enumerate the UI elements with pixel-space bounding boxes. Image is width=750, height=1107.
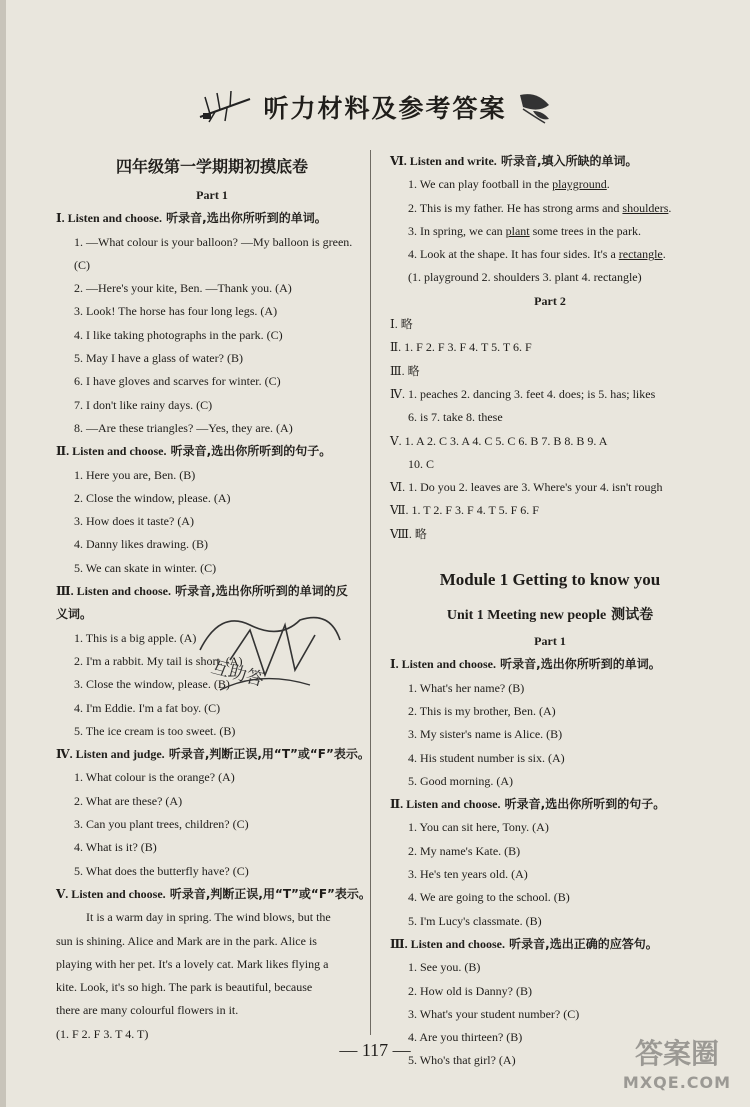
page-number: — 117 — — [339, 1040, 411, 1060]
handwritten-stamp — [190, 590, 350, 710]
answer-line: 1. We can play football in the playground. — [408, 177, 610, 192]
answer-line: (1. F 2. F 3. T 4. T) — [56, 1026, 149, 1041]
answer-line: Ⅰ. 略 — [390, 317, 413, 332]
answer-line: 8. —Are these triangles? —Yes, they are. (A) — [74, 420, 293, 435]
answer-line: 2. This is my father. He has strong arms and shoulders. — [408, 200, 672, 215]
answer-line: 3. Look! The horse has four long legs. (A) — [74, 304, 278, 319]
answer-line: Ⅶ. 1. T 2. F 3. F 4. T 5. F 6. F — [390, 503, 539, 518]
answer-line: 3. What's your student number? (C) — [408, 1006, 580, 1021]
answer-line: 1. You can sit here, Tony. (A) — [408, 820, 549, 835]
page-header-title: 听力材料及参考答案 — [263, 94, 507, 123]
passage-line: It is a warm day in spring. The wind blows, but the — [86, 910, 331, 925]
answer-line: 4. Danny likes drawing. (B) — [74, 537, 208, 552]
passage-line: playing with her pet. It's a lovely cat. Mark likes flying a — [56, 956, 329, 971]
section-title: 四年级第一学期期初摸底卷 — [115, 157, 308, 176]
answer-line: 4. I'm Eddie. I'm a fat boy. (C) — [74, 700, 221, 715]
answer-line: 1. See you. (B) — [408, 960, 481, 975]
answer-line: 2. Close the window, please. (A) — [74, 490, 231, 505]
answer-line: Ⅲ. 略 — [390, 363, 420, 378]
answer-line: Ⅵ. 1. Do you 2. leaves are 3. Where's your 4. isn't rough — [390, 480, 663, 495]
answer-line: 6. is 7. take 8. these — [408, 410, 503, 425]
part-title: Part 2 — [534, 293, 566, 308]
question-heading: Ⅳ. Listen and judge. 听录音,判断正误,用“T”或“F”表示。 — [56, 747, 370, 762]
answer-line: 3. In spring, we can plant some trees in the park. — [408, 223, 641, 238]
answer-line: 1. What colour is the orange? (A) — [74, 770, 235, 785]
watermark-logo — [612, 1036, 742, 1102]
right-column — [390, 150, 710, 1073]
answer-line: 3. Can you plant trees, children? (C) — [74, 817, 249, 832]
question-heading: Ⅰ. Listen and choose. 听录音,选出你所听到的单词。 — [56, 211, 327, 226]
answer-line: 3. Close the window, please. (B) — [74, 677, 230, 692]
answer-line: 3. He's ten years old. (A) — [408, 867, 528, 882]
question-heading: Ⅴ. Listen and choose. 听录音,判断正误,用“T”或“F”表示。 — [56, 886, 371, 901]
question-heading-cont: 义词。 — [56, 607, 93, 622]
answer-line: 4. Look at the shape. It has four sides. It's a rectangle. — [408, 247, 666, 262]
answer-line: 4. Are you thirteen? (B) — [408, 1030, 523, 1045]
answer-line: (1. playground 2. shoulders 3. plant 4. rectangle) — [408, 270, 642, 285]
answer-line: Ⅷ. 略 — [390, 526, 427, 541]
question-heading: Ⅲ. Listen and choose. 听录音,选出你所听到的单词的反 — [56, 584, 348, 599]
answer-line: (C) — [74, 257, 90, 272]
part-title: Part 1 — [196, 188, 228, 202]
answer-line: 5. Good morning. (A) — [408, 773, 513, 788]
leaf-decoration-icon — [515, 87, 555, 127]
passage-line: kite. Look, it's so high. The park is beautiful, because — [56, 980, 313, 995]
answer-line: 4. We are going to the school. (B) — [408, 890, 570, 905]
stamp-text: 互助答 — [208, 656, 267, 691]
answer-line: 2. My name's Kate. (B) — [408, 843, 521, 858]
answer-line: Ⅳ. 1. peaches 2. dancing 3. feet 4. does; is 5. has; likes — [390, 386, 656, 401]
passage-line: sun is shining. Alice and Mark are in the park. Alice is — [56, 933, 317, 948]
watermark-title: 答案圈 — [634, 1037, 719, 1070]
answer-line: 4. I like taking photographs in the park. (C) — [74, 327, 283, 342]
answer-line: 2. This is my brother, Ben. (A) — [408, 703, 556, 718]
answer-line: 1. What's her name? (B) — [408, 680, 525, 695]
answer-line: 4. What is it? (B) — [74, 840, 157, 855]
answer-line: 7. I don't like rainy days. (C) — [74, 397, 213, 412]
unit-title: Unit 1 Meeting new people 测试卷 — [446, 607, 654, 624]
part-title: Part 1 — [534, 634, 566, 649]
answer-line: Ⅱ. 1. F 2. F 3. F 4. T 5. T 6. F — [390, 340, 532, 355]
answer-line: 5. What does the butterfly have? (C) — [74, 863, 249, 878]
column-divider — [370, 150, 371, 1035]
answer-line: 2. —Here's your kite, Ben. —Thank you. (A) — [74, 281, 292, 296]
question-heading: Ⅱ. Listen and choose. 听录音,选出你所听到的句子。 — [56, 444, 332, 459]
branch-decoration-icon — [195, 87, 255, 127]
answer-line: Ⅴ. 1. A 2. C 3. A 4. C 5. C 6. B 7. B 8. B 9. A — [390, 433, 608, 448]
question-heading: Ⅵ. Listen and write. 听录音,填入所缺的单词。 — [390, 154, 638, 168]
module-title: Module 1 Getting to know you — [439, 570, 661, 590]
answer-line: 1. Here you are, Ben. (B) — [74, 467, 196, 482]
question-heading: Ⅱ. Listen and choose. 听录音,选出你所听到的句子。 — [390, 797, 666, 812]
page-edge — [0, 0, 6, 1107]
answer-line: 1. —What colour is your balloon? —My balloon is green. — [74, 234, 353, 249]
header — [0, 80, 750, 134]
answer-line: 5. May I have a glass of water? (B) — [74, 351, 243, 366]
answer-line: 10. C — [408, 456, 435, 471]
answer-line: 2. I'm a rabbit. My tail is short. (A) — [74, 653, 243, 668]
answer-line: 5. I'm Lucy's classmate. (B) — [408, 913, 542, 928]
answer-line: 2. What are these? (A) — [74, 793, 183, 808]
question-heading: Ⅲ. Listen and choose. 听录音,选出正确的应答句。 — [390, 936, 658, 951]
watermark-url: MXQE.COM — [622, 1073, 732, 1092]
answer-line: 1. This is a big apple. (A) — [74, 630, 197, 645]
answer-line: 6. I have gloves and scarves for winter. (C) — [74, 374, 281, 389]
answer-line: 2. How old is Danny? (B) — [408, 983, 532, 998]
answer-line: 3. My sister's name is Alice. (B) — [408, 727, 563, 742]
answer-line: 5. The ice cream is too sweet. (B) — [74, 723, 236, 738]
passage-line: there are many colourful flowers in it. — [56, 1003, 239, 1018]
answer-line: 5. Who's that girl? (A) — [408, 1053, 516, 1068]
answer-line: 5. We can skate in winter. (C) — [74, 560, 217, 575]
answer-line: 4. His student number is six. (A) — [408, 750, 565, 765]
answer-line: 3. How does it taste? (A) — [74, 514, 194, 529]
question-heading: Ⅰ. Listen and choose. 听录音,选出你所听到的单词。 — [390, 657, 661, 672]
